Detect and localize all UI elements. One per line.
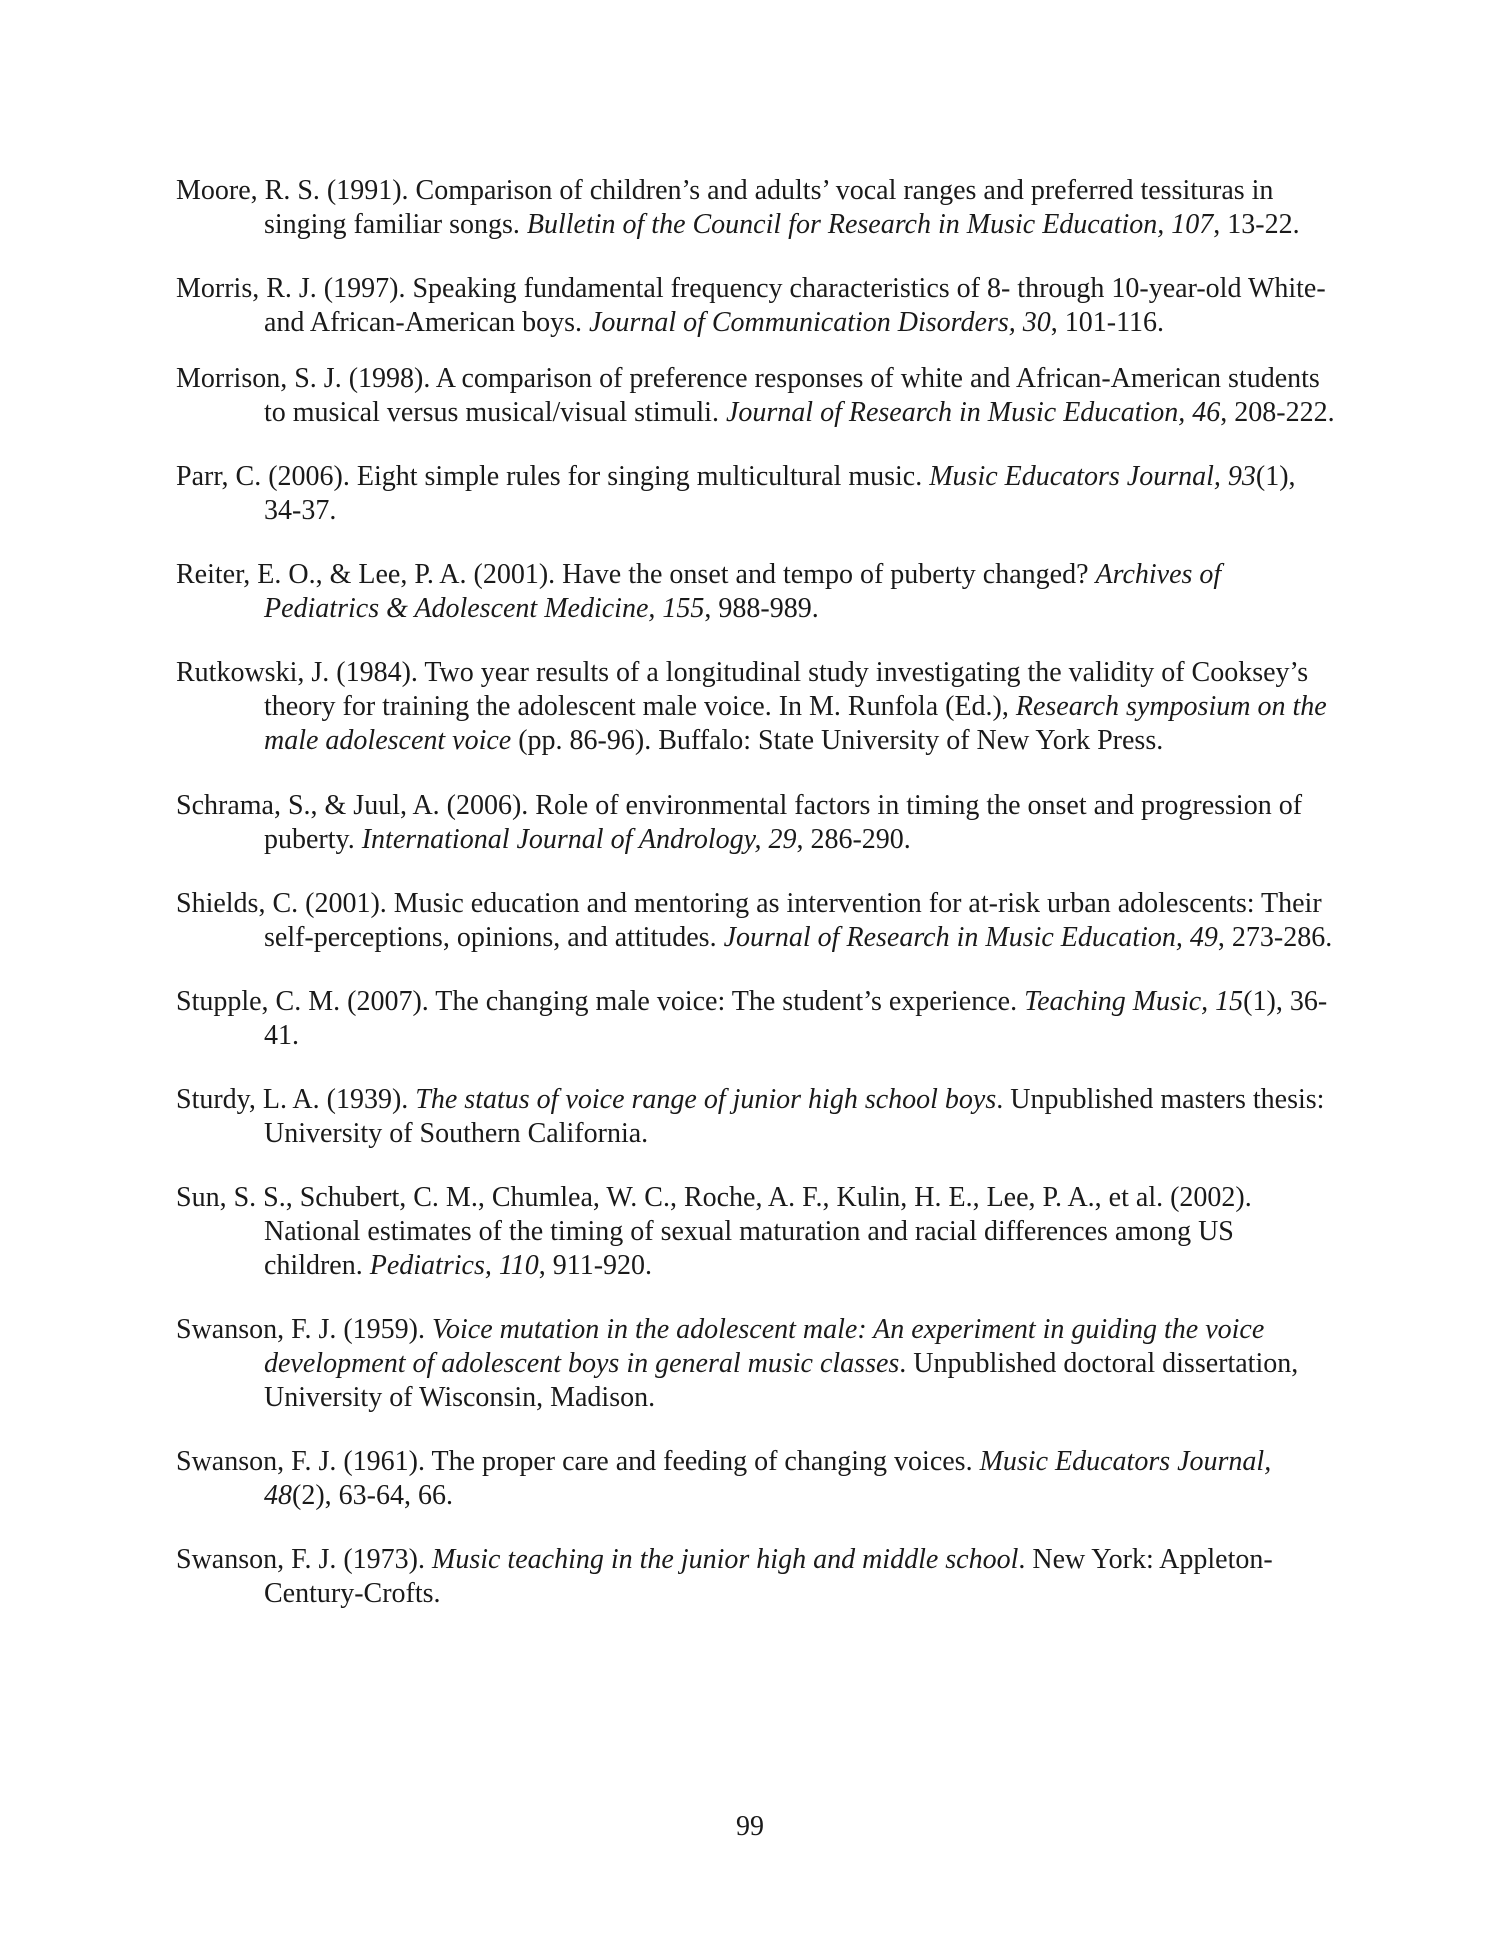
reference-text: . Unpublished doctoral dissertation, University of Wisconsin, Madison. — [264, 1348, 1299, 1413]
reference-text: , 13-22. — [1213, 209, 1300, 240]
reference-source: Journal of Research in Music Education, 46 — [725, 397, 1221, 428]
reference-text: , 273-286. — [1217, 922, 1333, 953]
reference-text: Sturdy, L. A. (1939). — [176, 1084, 416, 1115]
reference-source: Research symposium on the male adolescent voice — [264, 691, 1327, 756]
reference-source: Teaching Music, 15 — [1024, 986, 1244, 1017]
reference-entry-parr-2006 — [176, 460, 1336, 528]
reference-source: Journal of Communication Disorders, 30 — [589, 307, 1051, 338]
reference-entry-swanson-1959 — [176, 1313, 1336, 1415]
reference-source: Bulletin of the Council for Research in Music Education, 107 — [526, 209, 1214, 240]
reference-entry-swanson-1973 — [176, 1543, 1336, 1611]
reference-entry-moore-1991 — [176, 174, 1336, 242]
reference-entry-morris-1997 — [176, 272, 1336, 340]
reference-entry-swanson-1961 — [176, 1445, 1336, 1513]
reference-source: International Journal of Andrology, 29 — [361, 824, 797, 855]
reference-entry-shields-2001 — [176, 887, 1336, 955]
reference-entry-sun-2002 — [176, 1181, 1336, 1283]
reference-text: . Unpublished masters thesis: University of Southern California. — [264, 1084, 1325, 1149]
reference-text: , 286-290. — [796, 824, 911, 855]
reference-entry-morrison-1998 — [176, 362, 1336, 430]
reference-source: Music Educators Journal, 93 — [929, 461, 1256, 492]
reference-text: Moore, R. S. (1991). Comparison of children’s and adults’ vocal ranges and preferred tessituras in singing familiar songs. — [176, 175, 1274, 240]
reference-entry-stupple-2007 — [176, 985, 1336, 1053]
reference-source: Archives of Pediatrics & Adolescent Medicine, 155 — [264, 559, 1222, 624]
reference-text: (1), 34-37. — [264, 461, 1296, 526]
reference-source: Journal of Research in Music Education, 49 — [723, 922, 1218, 953]
reference-text: , 988-989. — [704, 593, 819, 624]
reference-text: . New York: Appleton-Century-Crofts. — [264, 1544, 1273, 1609]
reference-text: Schrama, S., & Juul, A. (2006). Role of environmental factors in timing the onset and progression of puberty. — [176, 790, 1303, 855]
reference-source: Voice mutation in the adolescent male: An experiment in guiding the voice development of adolescent boys in general music classes — [264, 1314, 1265, 1379]
reference-text: Shields, C. (2001). Music education and mentoring as intervention for at-risk urban adolescents: Their self-perceptions, opinions, and attitudes. — [176, 888, 1322, 953]
reference-text: (2), 63-64, 66. — [292, 1480, 453, 1511]
reference-entry-schrama-2006 — [176, 789, 1336, 857]
reference-text: , 911-920. — [538, 1250, 653, 1281]
reference-text: Stupple, C. M. (2007). The changing male voice: The student’s experience. — [176, 986, 1025, 1017]
reference-text: Reiter, E. O., & Lee, P. A. (2001). Have the onset and tempo of puberty changed? — [176, 559, 1096, 590]
reference-text: Rutkowski, J. (1984). Two year results of a longitudinal study investigating the validity of Cooksey’s theory for training the adolescent male voice. In M. Runfola (Ed.), — [176, 657, 1309, 722]
reference-text: , 101-116. — [1050, 307, 1165, 338]
reference-source: Music Educators Journal, 48 — [264, 1446, 1272, 1511]
reference-text: (pp. 86-96). Buffalo: State University of New York Press. — [511, 725, 1164, 756]
reference-text: Morrison, S. J. (1998). A comparison of preference responses of white and African-American students to musical versus musical/visual stimuli. — [176, 363, 1320, 428]
reference-text: Sun, S. S., Schubert, C. M., Chumlea, W. C., Roche, A. F., Kulin, H. E., Lee, P. A., et al. (2002). National estimates of the timing of sexual maturation and racial differences among US children. — [176, 1182, 1252, 1281]
page-number: 99 — [736, 1811, 764, 1842]
reference-source: The status of voice range of junior high school boys — [415, 1084, 997, 1115]
reference-text: (1), 36-41. — [264, 986, 1328, 1051]
reference-text: Swanson, F. J. (1961). The proper care and feeding of changing voices. — [176, 1446, 980, 1477]
reference-source: Pediatrics, 110 — [369, 1250, 539, 1281]
reference-entry-reiter-2001 — [176, 558, 1336, 626]
reference-source: Music teaching in the junior high and middle school — [432, 1544, 1019, 1575]
reference-text: , 208-222. — [1220, 397, 1335, 428]
reference-entry-rutkowski-1984 — [176, 656, 1336, 758]
reference-text: Swanson, F. J. (1959). — [176, 1314, 432, 1345]
reference-text: Swanson, F. J. (1973). — [176, 1544, 432, 1575]
reference-list — [176, 174, 1336, 1641]
reference-text: Parr, C. (2006). Eight simple rules for singing multicultural music. — [176, 461, 930, 492]
reference-entry-sturdy-1939 — [176, 1083, 1336, 1151]
reference-text: Morris, R. J. (1997). Speaking fundamental frequency characteristics of 8- through 10-year-old White- and African-American boys. — [176, 273, 1326, 338]
